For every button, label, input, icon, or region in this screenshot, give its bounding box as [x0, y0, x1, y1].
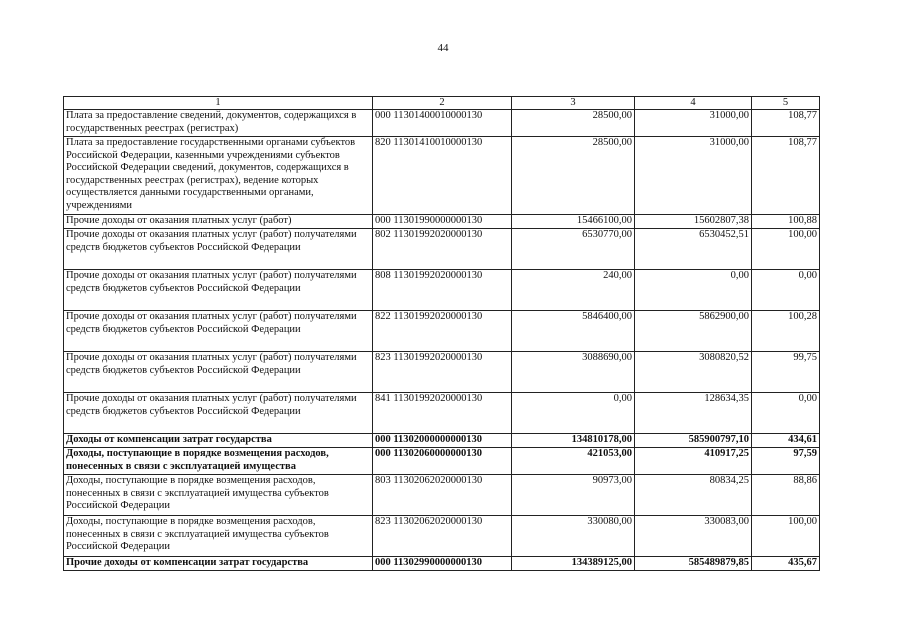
row-percent: 434,61: [752, 434, 820, 448]
row-plan-value: 134389125,00: [512, 557, 635, 571]
row-percent: 0,00: [752, 270, 820, 311]
row-plan-value: 6530770,00: [512, 229, 635, 270]
row-code: 823 11301992020000130: [373, 352, 512, 393]
table-row: [64, 393, 820, 434]
table-row: [64, 137, 820, 215]
header-col-3: 3: [512, 97, 635, 110]
row-name: Прочие доходы от оказания платных услуг (работ): [64, 215, 373, 229]
row-code: 000 11301990000000130: [373, 215, 512, 229]
row-percent: 88,86: [752, 475, 820, 516]
page-number: 44: [437, 42, 449, 54]
table-row: [64, 352, 820, 393]
row-name: Доходы, поступающие в порядке возмещения расходов, понесенных в связи с эксплуатацией имущества субъектов Российской Федерации: [64, 475, 373, 516]
row-plan-value: 134810178,00: [512, 434, 635, 448]
row-code: 803 11302062020000130: [373, 475, 512, 516]
table-row: [64, 215, 820, 229]
row-code: 822 11301992020000130: [373, 311, 512, 352]
table-header-row: [64, 97, 820, 110]
row-name: Прочие доходы от оказания платных услуг (работ) получателями средств бюджетов субъектов Российской Федерации: [64, 311, 373, 352]
row-percent: 100,28: [752, 311, 820, 352]
row-actual-value: 0,00: [635, 270, 752, 311]
row-name: Доходы, поступающие в порядке возмещения расходов, понесенных в связи с эксплуатацией имущества: [64, 448, 373, 475]
table-row: [64, 311, 820, 352]
row-code: 000 11302990000000130: [373, 557, 512, 571]
row-plan-value: 5846400,00: [512, 311, 635, 352]
row-actual-value: 31000,00: [635, 137, 752, 215]
row-name: Прочие доходы от оказания платных услуг (работ) получателями средств бюджетов субъектов Российской Федерации: [64, 393, 373, 434]
row-actual-value: 128634,35: [635, 393, 752, 434]
row-actual-value: 15602807,38: [635, 215, 752, 229]
row-code: 000 11302060000000130: [373, 448, 512, 475]
row-plan-value: 3088690,00: [512, 352, 635, 393]
row-name: Доходы от компенсации затрат государства: [64, 434, 373, 448]
row-plan-value: 330080,00: [512, 516, 635, 557]
row-plan-value: 0,00: [512, 393, 635, 434]
table-row: [64, 434, 820, 448]
header-col-5: 5: [752, 97, 820, 110]
table-row: [64, 229, 820, 270]
row-actual-value: 585900797,10: [635, 434, 752, 448]
row-percent: 99,75: [752, 352, 820, 393]
row-name: Прочие доходы от оказания платных услуг (работ) получателями средств бюджетов субъектов Российской Федерации: [64, 270, 373, 311]
row-plan-value: 15466100,00: [512, 215, 635, 229]
table-row: [64, 110, 820, 137]
row-code: 823 11302062020000130: [373, 516, 512, 557]
row-actual-value: 585489879,85: [635, 557, 752, 571]
table-body: [64, 110, 820, 571]
row-actual-value: 3080820,52: [635, 352, 752, 393]
table-row: [64, 557, 820, 571]
row-percent: 100,00: [752, 516, 820, 557]
row-name: Доходы, поступающие в порядке возмещения расходов, понесенных в связи с эксплуатацией имущества субъектов Российской Федерации: [64, 516, 373, 557]
row-percent: 100,88: [752, 215, 820, 229]
row-percent: 0,00: [752, 393, 820, 434]
row-actual-value: 80834,25: [635, 475, 752, 516]
table-row: [64, 516, 820, 557]
row-code: 808 11301992020000130: [373, 270, 512, 311]
row-actual-value: 5862900,00: [635, 311, 752, 352]
table-row: [64, 475, 820, 516]
row-actual-value: 6530452,51: [635, 229, 752, 270]
row-name: Плата за предоставление государственными органами субъектов Российской Федерации, казенными учреждениями субъектов Российской Федерации сведений, документов, содержащихся в государственных реестрах (регистрах), ведение которых осуществляется данными государственными органами, учреждениями: [64, 137, 373, 215]
row-percent: 435,67: [752, 557, 820, 571]
header-col-2: 2: [373, 97, 512, 110]
row-code: 000 11302000000000130: [373, 434, 512, 448]
row-name: Плата за предоставление сведений, документов, содержащихся в государственных реестрах (регистрах): [64, 110, 373, 137]
row-percent: 100,00: [752, 229, 820, 270]
table-row: [64, 448, 820, 475]
row-percent: 97,59: [752, 448, 820, 475]
row-code: 000 11301400010000130: [373, 110, 512, 137]
row-name: Прочие доходы от оказания платных услуг (работ) получателями средств бюджетов субъектов Российской Федерации: [64, 352, 373, 393]
row-plan-value: 421053,00: [512, 448, 635, 475]
row-code: 841 11301992020000130: [373, 393, 512, 434]
row-actual-value: 31000,00: [635, 110, 752, 137]
table-row: [64, 270, 820, 311]
row-percent: 108,77: [752, 137, 820, 215]
row-plan-value: 240,00: [512, 270, 635, 311]
header-col-4: 4: [635, 97, 752, 110]
row-plan-value: 28500,00: [512, 110, 635, 137]
row-name: Прочие доходы от компенсации затрат государства: [64, 557, 373, 571]
row-percent: 108,77: [752, 110, 820, 137]
row-actual-value: 410917,25: [635, 448, 752, 475]
row-code: 802 11301992020000130: [373, 229, 512, 270]
header-col-1: 1: [64, 97, 373, 110]
row-code: 820 11301410010000130: [373, 137, 512, 215]
row-plan-value: 28500,00: [512, 137, 635, 215]
row-actual-value: 330083,00: [635, 516, 752, 557]
row-plan-value: 90973,00: [512, 475, 635, 516]
budget-table: [63, 96, 820, 571]
row-name: Прочие доходы от оказания платных услуг (работ) получателями средств бюджетов субъектов Российской Федерации: [64, 229, 373, 270]
